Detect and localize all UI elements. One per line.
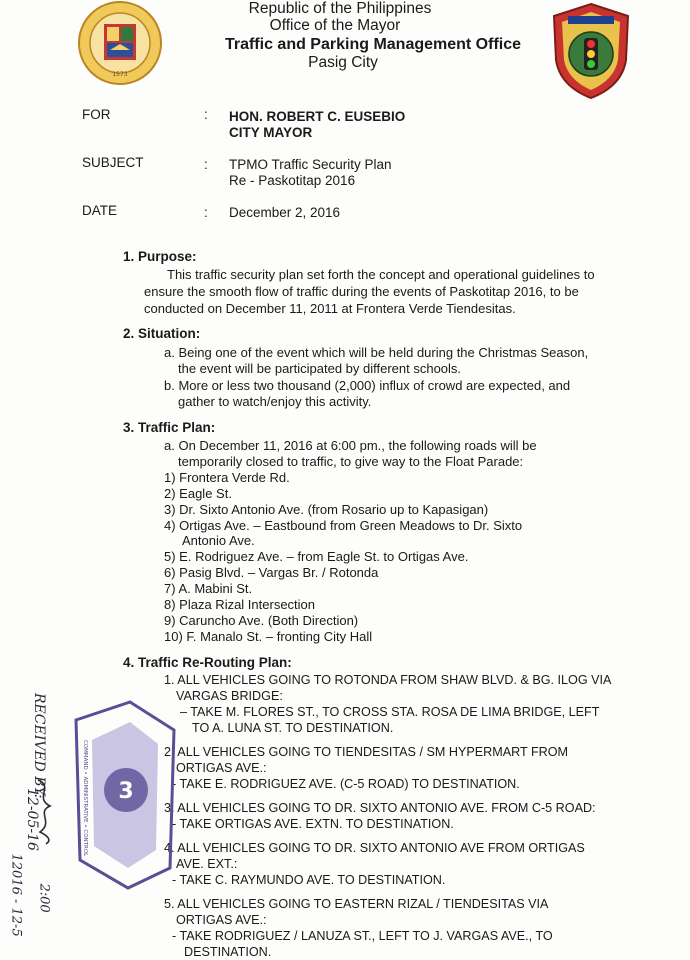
purpose-line: conducted on December 11, 2011 at Frontera Verde Tiendesitas. [144, 301, 516, 316]
road-item: Antonio Ave. [182, 533, 255, 548]
road-item: 4) Ortigas Ave. – Eastbound from Green Meadows to Dr. Sixto [164, 518, 523, 533]
purpose-line: This traffic security plan set forth the concept and operational guidelines to [167, 267, 595, 282]
reroute-line: 1. ALL VEHICLES GOING TO ROTONDA FROM SHAW BLVD. & BG. ILOG VIA [164, 673, 612, 687]
traffic-plan-intro: temporarily closed to traffic, to give way to the Float Parade: [178, 454, 524, 469]
reroute-line: VARGAS BRIDGE: [176, 689, 283, 703]
signature-mark [30, 776, 60, 846]
republic-line: Republic of the Philippines [248, 0, 432, 17]
subject-colon: : [204, 157, 208, 172]
road-item: 7) A. Mabini St. [164, 581, 253, 596]
situation-line: the event will be participated by different schools. [178, 361, 462, 376]
reroute-line: - TAKE ORTIGAS AVE. EXTN. TO DESTINATION. [172, 817, 454, 831]
date-label: DATE [82, 203, 118, 218]
stamp-text: COMMAND • ADMINISTRATIVE • CONTROL [82, 740, 88, 857]
reroute-line: ORTIGAS AVE.: [176, 761, 267, 775]
road-item: 9) Caruncho Ave. (Both Direction) [164, 613, 359, 628]
for-colon: : [204, 107, 208, 122]
traffic-plan-heading: 3. Traffic Plan: [123, 420, 216, 435]
situation-heading: 2. Situation: [123, 326, 201, 341]
road-item: 6) Pasig Blvd. – Vargas Br. / Rotonda [164, 565, 379, 580]
seal-year-text: 1573 [112, 71, 128, 78]
road-item: 2) Eagle St. [164, 486, 232, 501]
subject-label: SUBJECT [82, 155, 144, 170]
city-line: Pasig City [308, 54, 378, 71]
reroute-line: – TAKE M. FLORES ST., TO CROSS STA. ROSA DE LIMA BRIDGE, LEFT [180, 705, 600, 719]
received-date-2: 12016 - 12-5 [8, 853, 24, 937]
reroute-line: TO A. LUNA ST. TO DESTINATION. [192, 721, 394, 735]
received-date: 12-05-16 [24, 788, 40, 851]
reroute-line: 3. ALL VEHICLES GOING TO DR. SIXTO ANTONIO AVE. FROM C-5 ROAD: [164, 801, 596, 815]
reroute-line: 4. ALL VEHICLES GOING TO DR. SIXTO ANTONIO AVE FROM ORTIGAS [164, 841, 585, 855]
for-label: FOR [82, 107, 111, 122]
for-title: CITY MAYOR [229, 125, 313, 140]
road-item: 1) Frontera Verde Rd. [164, 470, 290, 485]
situation-line: a. Being one of the event which will be held during the Christmas Season, [164, 345, 589, 360]
stamp-number: 3 [118, 779, 134, 804]
tpmo-line: Traffic and Parking Management Office [224, 36, 522, 53]
traffic-plan-intro: a. On December 11, 2016 at 6:00 pm., the following roads will be [164, 438, 537, 453]
reroute-line: AVE. EXT.: [176, 857, 238, 871]
reroute-line: 5. ALL VEHICLES GOING TO EASTERN RIZAL / TIENDESITAS VIA [164, 897, 549, 911]
office-line: Office of the Mayor [269, 17, 401, 34]
reroute-line: - TAKE RODRIGUEZ / LANUZA ST., LEFT TO J. VARGAS AVE., TO [172, 929, 553, 943]
road-item: 5) E. Rodriguez Ave. – from Eagle St. to Ortigas Ave. [164, 549, 469, 564]
road-item: 10) F. Manalo St. – fronting City Hall [164, 629, 373, 644]
road-item: 8) Plaza Rizal Intersection [164, 597, 316, 612]
reroute-line: DESTINATION. [184, 945, 272, 959]
reroute-line: - TAKE C. RAYMUNDO AVE. TO DESTINATION. [172, 873, 446, 887]
date-value: December 2, 2016 [229, 205, 341, 220]
reroute-line: ORTIGAS AVE.: [176, 913, 267, 927]
situation-line: b. More or less two thousand (2,000) influx of crowd are expected, and [164, 378, 571, 393]
subject-line-2: Re - Paskotitap 2016 [229, 173, 356, 188]
rerouting-heading: 4. Traffic Re-Routing Plan: [123, 655, 292, 670]
purpose-heading: 1. Purpose: [123, 249, 197, 264]
for-name: HON. ROBERT C. EUSEBIO [229, 109, 406, 124]
received-time: 2:00 [36, 883, 52, 913]
received-by-label: RECEIVED BY: [31, 693, 47, 799]
date-colon: : [204, 205, 208, 220]
road-item: 3) Dr. Sixto Antonio Ave. (from Rosario up to Kapasigan) [164, 502, 489, 517]
situation-line: gather to watch/enjoy this activity. [178, 394, 372, 409]
purpose-line: ensure the smooth flow of traffic during the events of Paskotitap 2016, to be [144, 284, 579, 299]
reroute-line: 2. ALL VEHICLES GOING TO TIENDESITAS / SM HYPERMART FROM [164, 745, 569, 759]
subject-line-1: TPMO Traffic Security Plan [229, 157, 392, 172]
received-stamp [70, 700, 180, 890]
reroute-line: - TAKE E. RODRIGUEZ AVE. (C-5 ROAD) TO DESTINATION. [172, 777, 520, 791]
